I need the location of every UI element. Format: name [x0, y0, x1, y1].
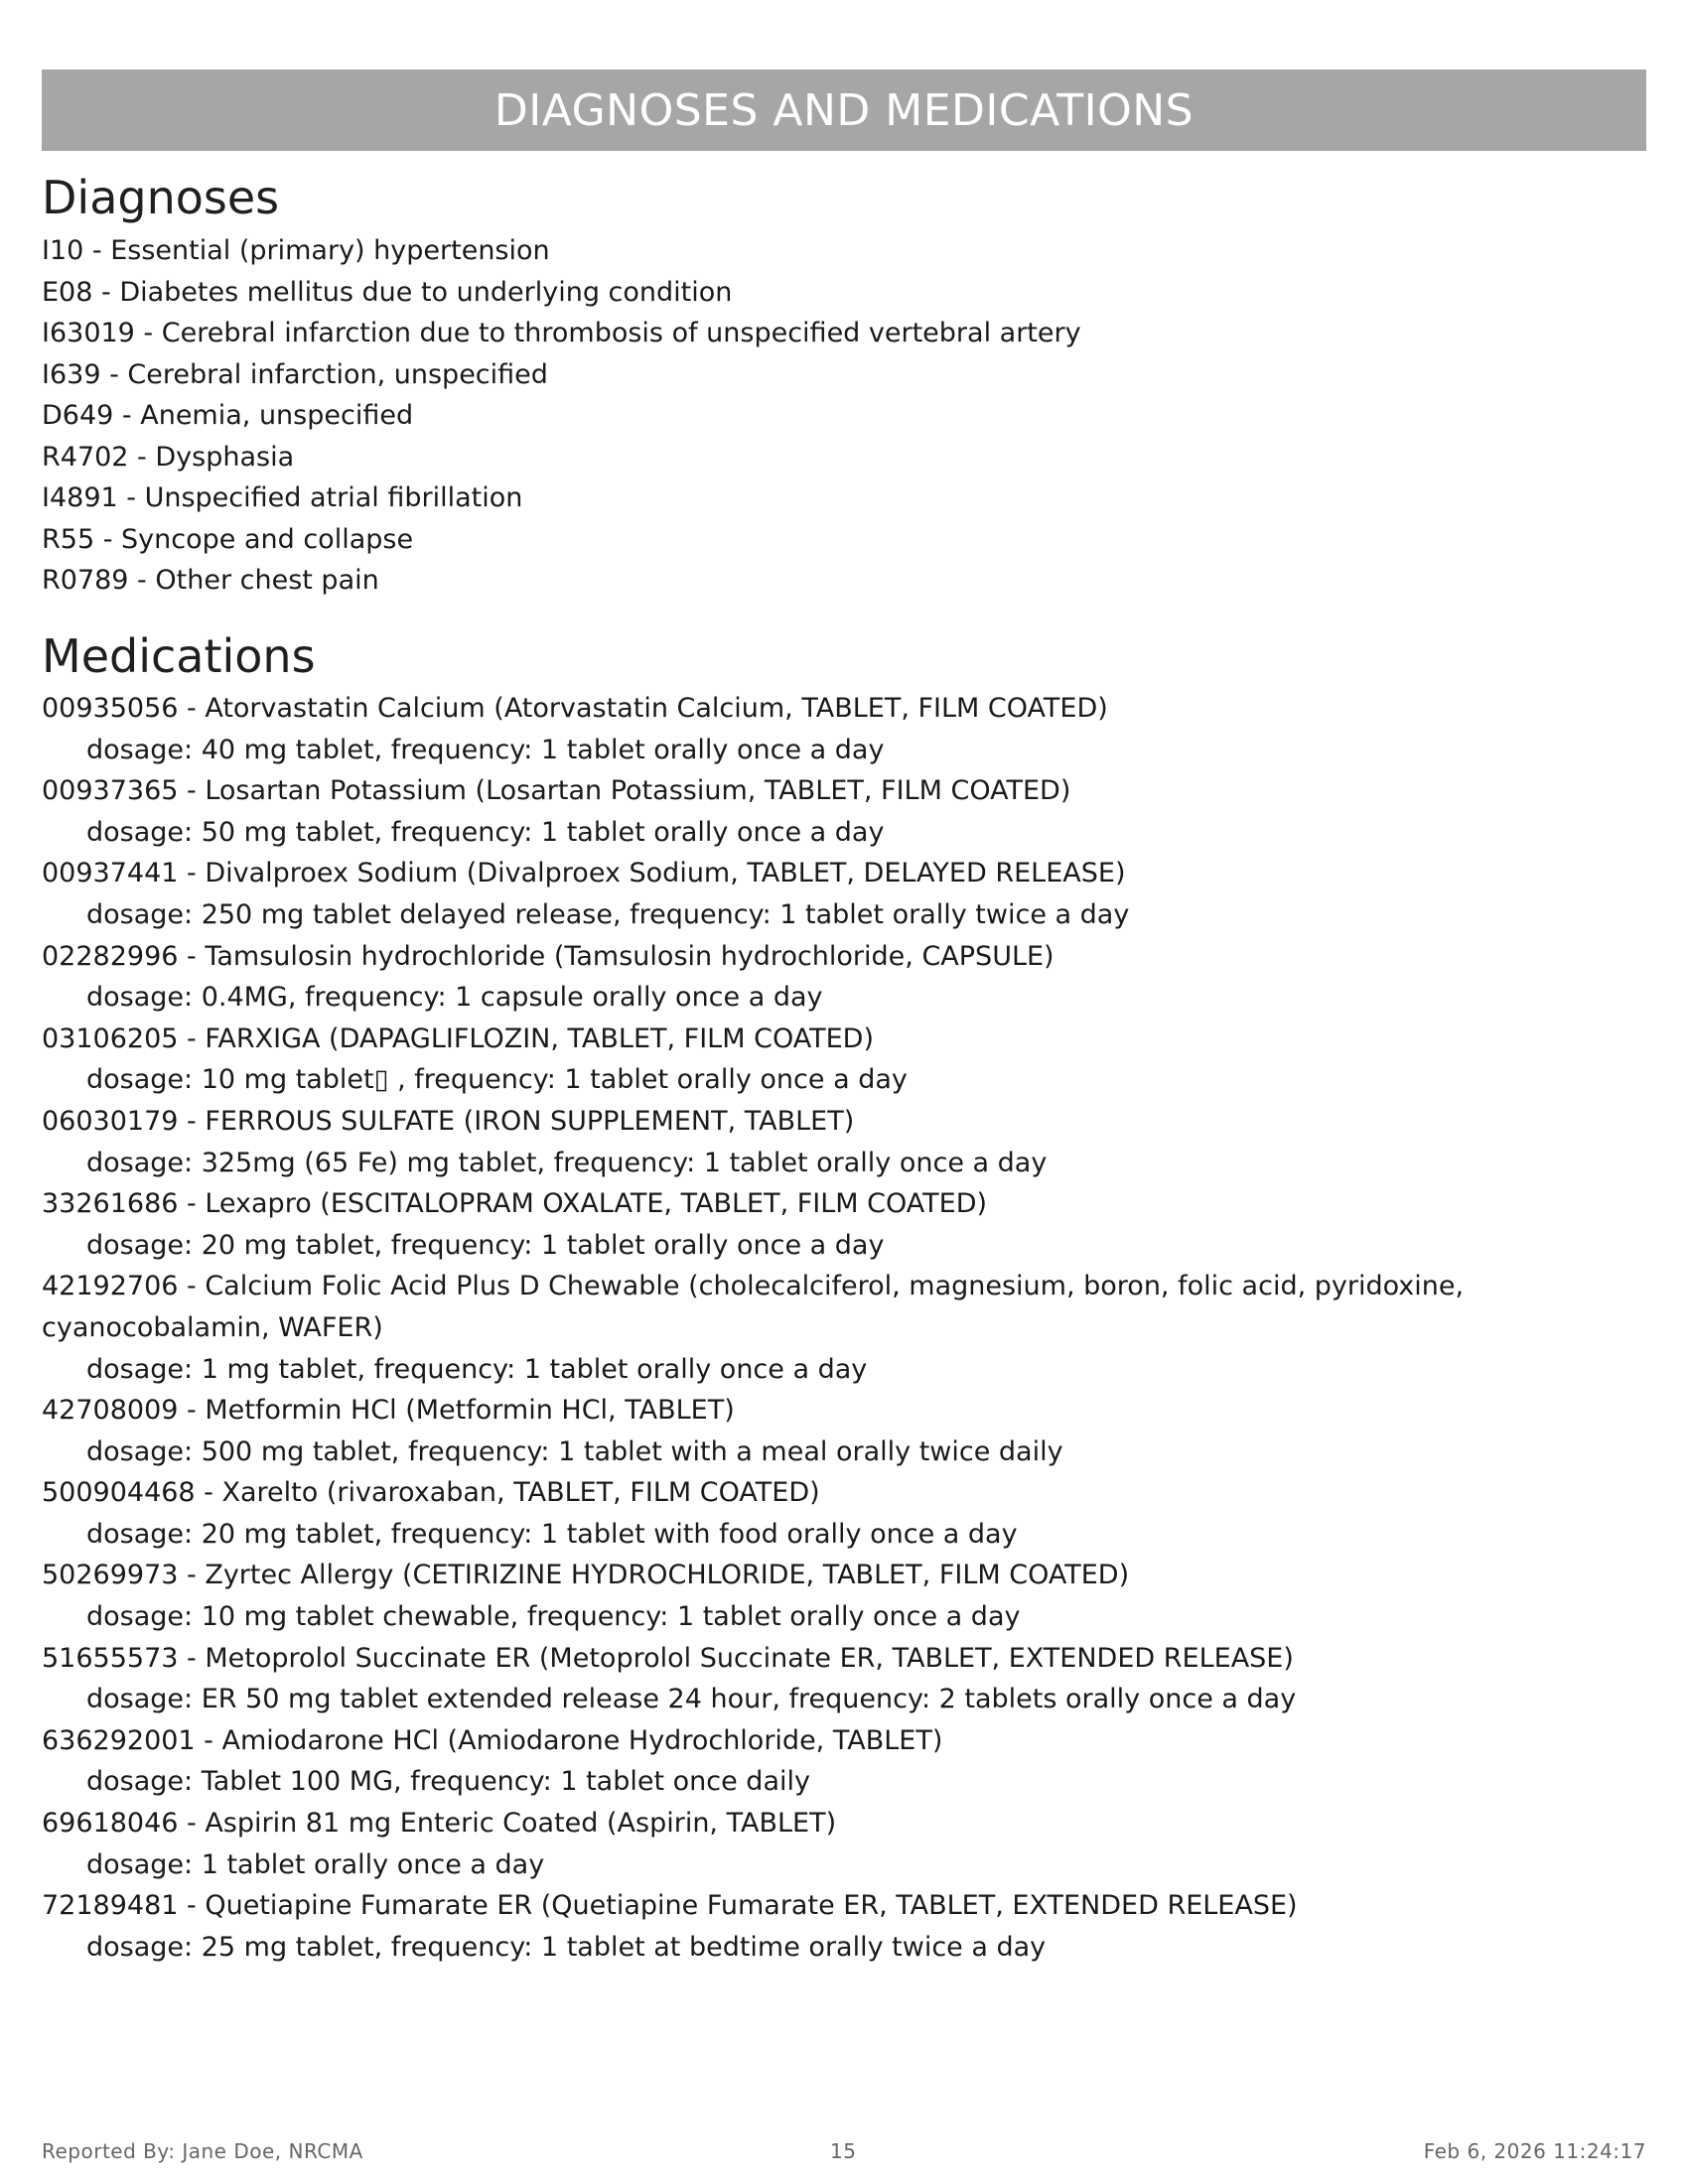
diagnoses-list — [42, 230, 1630, 602]
medication-line: 51655573 - Metoprolol Succinate ER (Metoprolol Succinate ER, TABLET, EXTENDED RELEASE) — [42, 1642, 1294, 1674]
medication-line: 72189481 - Quetiapine Fumarate ER (Quetiapine Fumarate ER, TABLET, EXTENDED RELEASE) — [42, 1890, 1298, 1922]
medication-line: 50269973 - Zyrtec Allergy (CETIRIZINE HYDROCHLORIDE, TABLET, FILM COATED) — [42, 1560, 1130, 1591]
diagnosis-item: I10 - Essential (primary) hypertension — [42, 235, 550, 266]
medication-dosage: dosage: 325mg (65 Fe) mg tablet, frequency: 1 tablet orally once a day — [86, 1147, 1048, 1178]
medication-dosage: dosage: 500 mg tablet, frequency: 1 tablet with a meal orally twice daily — [86, 1435, 1063, 1467]
section-banner: DIAGNOSES AND MEDICATIONS — [42, 69, 1646, 151]
medication-dosage: dosage: 10 mg tablet▯ , frequency: 1 tablet orally once a day — [86, 1064, 908, 1096]
medication-dosage: dosage: 250 mg tablet delayed release, frequency: 1 tablet orally twice a day — [86, 898, 1130, 930]
medication-line: 00937365 - Losartan Potassium (Losartan Potassium, TABLET, FILM COATED) — [42, 775, 1071, 807]
medication-line: 42708009 - Metformin HCl (Metformin HCl, TABLET) — [42, 1395, 735, 1427]
medication-line: 00935056 - Atorvastatin Calcium (Atorvastatin Calcium, TABLET, FILM COATED) — [42, 693, 1108, 724]
report-timestamp: Feb 6, 2026 11:24:17 — [1423, 2139, 1646, 2163]
medication-dosage: dosage: 1 tablet orally once a day — [86, 1848, 545, 1880]
page-number: 15 — [830, 2139, 857, 2163]
medication-dosage: dosage: 25 mg tablet, frequency: 1 tablet at bedtime orally twice a day — [86, 1931, 1047, 1963]
medication-dosage: dosage: 0.4MG, frequency: 1 capsule orally once a day — [86, 982, 823, 1014]
medication-dosage: dosage: ER 50 mg tablet extended release 24 hour, frequency: 2 tablets orally once a day — [86, 1684, 1297, 1715]
diagnoses-heading: Diagnoses — [42, 171, 280, 224]
diagnosis-item: R55 - Syncope and collapse — [42, 523, 414, 555]
medication-line: 00937441 - Divalproex Sodium (Divalproex Sodium, TABLET, DELAYED RELEASE) — [42, 858, 1126, 889]
medication-dosage: dosage: 20 mg tablet, frequency: 1 tablet with food orally once a day — [86, 1518, 1018, 1550]
medication-line: 06030179 - FERROUS SULFATE (IRON SUPPLEMENT, TABLET) — [42, 1105, 855, 1137]
medication-line: 42192706 - Calcium Folic Acid Plus D Chewable (cholecalciferol, magnesium, boron, folic acid, pyridoxine, — [42, 1271, 1465, 1302]
medication-dosage: dosage: 40 mg tablet, frequency: 1 tablet orally once a day — [86, 734, 885, 765]
medication-dosage: dosage: Tablet 100 MG, frequency: 1 tablet once daily — [86, 1766, 810, 1798]
medication-dosage: dosage: 20 mg tablet, frequency: 1 tablet orally once a day — [86, 1229, 885, 1261]
diagnosis-item: E08 - Diabetes mellitus due to underlying condition — [42, 276, 733, 308]
diagnosis-item: R4702 - Dysphasia — [42, 441, 295, 473]
medication-line: 500904468 - Xarelto (rivaroxaban, TABLET, FILM COATED) — [42, 1477, 820, 1509]
medication-line-continued: cyanocobalamin, WAFER) — [42, 1311, 383, 1343]
medication-line: 03106205 - FARXIGA (DAPAGLIFLOZIN, TABLET, FILM COATED) — [42, 1023, 874, 1054]
diagnosis-item: I4891 - Unspecified atrial fibrillation — [42, 482, 523, 513]
medication-line: 69618046 - Aspirin 81 mg Enteric Coated (Aspirin, TABLET) — [42, 1808, 837, 1840]
diagnosis-item: R0789 - Other chest pain — [42, 565, 379, 596]
reported-by: Reported By: Jane Doe, NRCMA — [42, 2139, 363, 2163]
diagnosis-item: I63019 - Cerebral infarction due to thrombosis of unspecified vertebral artery — [42, 318, 1081, 348]
diagnosis-item: I639 - Cerebral infarction, unspecified — [42, 358, 548, 390]
diagnosis-item: D649 - Anemia, unspecified — [42, 400, 414, 431]
medications-list — [42, 688, 1630, 1968]
medication-dosage: dosage: 10 mg tablet chewable, frequency: 1 tablet orally once a day — [86, 1601, 1021, 1633]
medication-line: 02282996 - Tamsulosin hydrochloride (Tamsulosin hydrochloride, CAPSULE) — [42, 940, 1055, 972]
medication-line: 33261686 - Lexapro (ESCITALOPRAM OXALATE, TABLET, FILM COATED) — [42, 1188, 988, 1220]
medication-line: 636292001 - Amiodarone HCl (Amiodarone Hydrochloride, TABLET) — [42, 1724, 943, 1756]
medication-dosage: dosage: 50 mg tablet, frequency: 1 tablet orally once a day — [86, 816, 885, 848]
medications-heading: Medications — [42, 629, 316, 683]
medication-dosage: dosage: 1 mg tablet, frequency: 1 tablet orally once a day — [86, 1353, 868, 1385]
